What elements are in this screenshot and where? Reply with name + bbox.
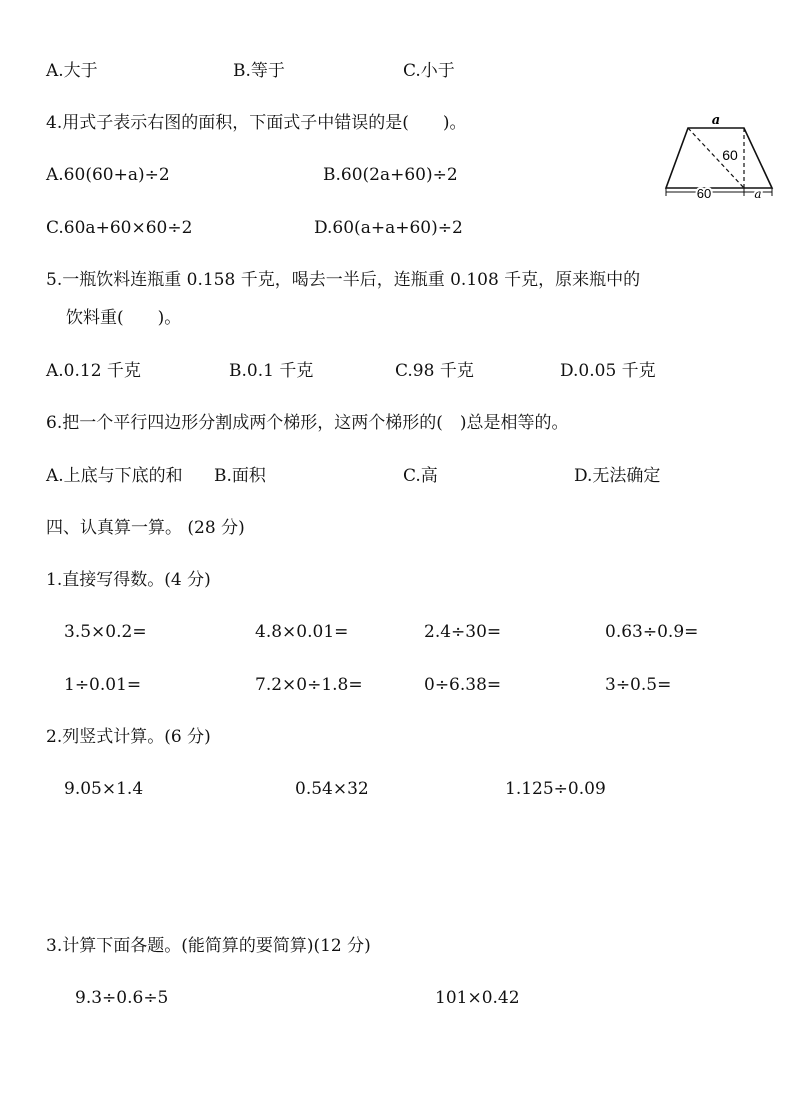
vertical-calc-item: 1.125÷0.09: [505, 779, 606, 799]
q6-option-b: B.面积: [214, 466, 266, 486]
simplify-calc-item: 9.3÷0.6÷5: [75, 988, 169, 1008]
oral-calc-item: 0÷6.38=: [424, 675, 502, 695]
q4-option-d: D.60(a+a+60)÷2: [314, 218, 463, 238]
q5-option-a: A.0.12 千克: [46, 361, 141, 381]
q3-option-b: B.等于: [233, 61, 285, 81]
vertical-calc-item: 9.05×1.4: [64, 779, 144, 799]
oral-calc-item: 0.63÷0.9=: [605, 622, 699, 642]
q4-option-a: A.60(60+a)÷2: [46, 165, 170, 185]
q4-option-b: B.60(2a+60)÷2: [323, 165, 458, 185]
q4-option-c: C.60a+60×60÷2: [46, 218, 193, 238]
q5-option-c: C.98 千克: [395, 361, 474, 381]
trapezoid-figure: [660, 112, 780, 202]
q6-option-a: A.上底与下底的和: [46, 466, 183, 486]
oral-calc-item: 2.4÷30=: [424, 622, 502, 642]
q3-option-a: A.大于: [46, 61, 98, 81]
simplify-calc-item: 101×0.42: [435, 988, 520, 1008]
oral-calc-item: 7.2×0÷1.8=: [255, 675, 363, 695]
top-label: a: [711, 113, 721, 128]
bottom-left-label: 60: [696, 186, 712, 201]
q5-question-line1: 5.一瓶饮料连瓶重 0.158 千克，喝去一半后，连瓶重 0.108 千克，原来瓶中的: [46, 270, 641, 290]
oral-calc-item: 4.8×0.01=: [255, 622, 349, 642]
oral-calc-item: 3÷0.5=: [605, 675, 672, 695]
q5-option-b: B.0.1 千克: [229, 361, 314, 381]
q6-option-c: C.高: [403, 466, 438, 486]
q6-option-d: D.无法确定: [574, 466, 661, 486]
height-label: 60: [722, 147, 738, 163]
q5-question-line2: 饮料重( )。: [66, 308, 182, 328]
section4-title: 四、认真算一算。 (28 分): [46, 518, 245, 538]
q6-question: 6.把一个平行四边形分割成两个梯形，这两个梯形的( )总是相等的。: [46, 413, 569, 433]
part1-title: 1.直接写得数。(4 分): [46, 570, 211, 590]
part3-title: 3.计算下面各题。(能简算的要简算)(12 分): [46, 936, 371, 956]
part2-title: 2.列竖式计算。(6 分): [46, 727, 211, 747]
q5-option-d: D.0.05 千克: [560, 361, 656, 381]
oral-calc-item: 1÷0.01=: [64, 675, 142, 695]
q4-question: 4.用式子表示右图的面积，下面式子中错误的是( )。: [46, 113, 467, 133]
q3-option-c: C.小于: [403, 61, 455, 81]
bottom-right-label: a: [754, 187, 762, 201]
trapezoid-outline: [666, 128, 772, 188]
oral-calc-item: 3.5×0.2=: [64, 622, 147, 642]
vertical-calc-item: 0.54×32: [295, 779, 369, 799]
